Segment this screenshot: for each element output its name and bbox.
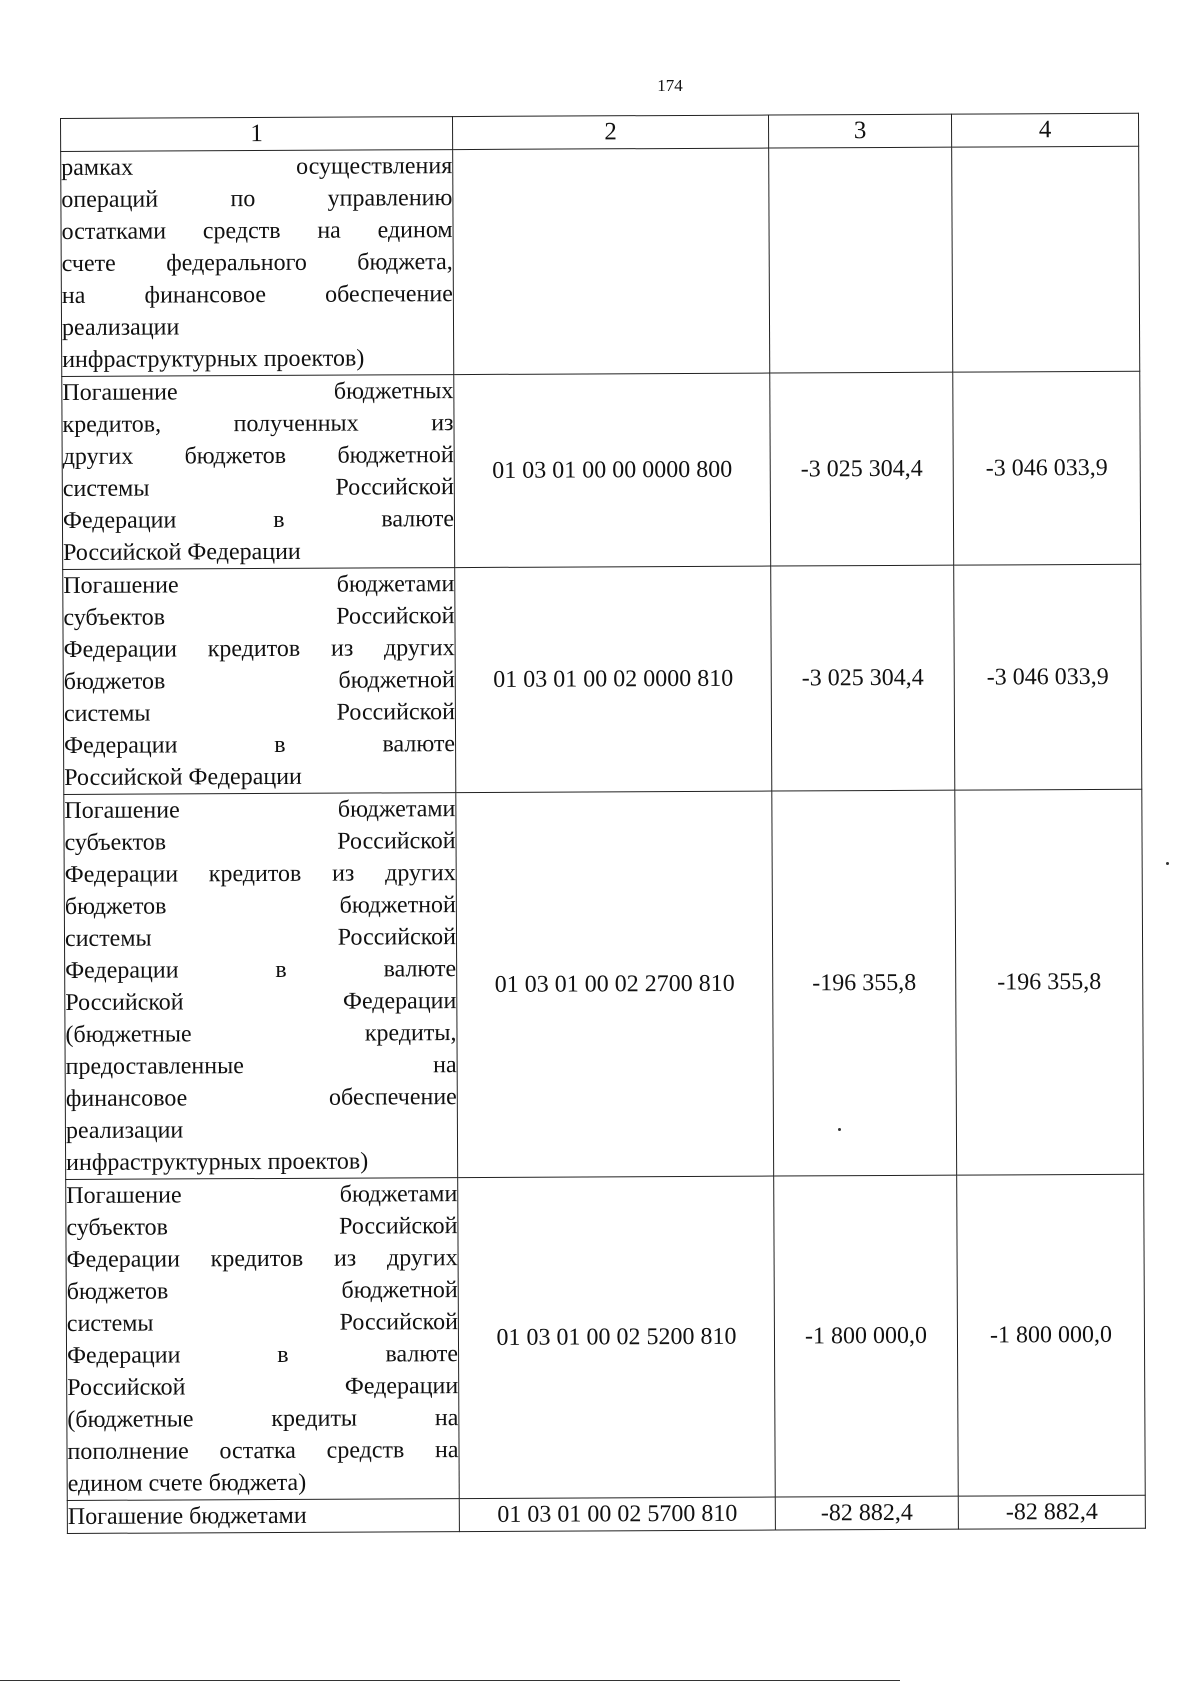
description-line: реализации	[65, 1117, 184, 1144]
description-line: Погашение бюджетами	[67, 1502, 307, 1530]
budget-code: 01 03 01 00 00 0000 800	[454, 373, 771, 568]
value-column-4: -82 882,4	[958, 1495, 1145, 1529]
description-line: системы Российской	[62, 474, 454, 502]
value-column-3: -196 355,8	[772, 790, 957, 1176]
description-line: бюджетов бюджетной	[66, 1277, 458, 1305]
table-body	[61, 146, 1146, 1533]
budget-code: 01 03 01 00 02 5700 810	[459, 1497, 775, 1532]
value-column-3	[769, 147, 953, 373]
description-line: системы Российской	[66, 1309, 458, 1337]
row-description	[64, 793, 458, 1180]
description-line: бюджетов бюджетной	[63, 667, 455, 695]
description-line: Российской Федерации	[65, 988, 457, 1016]
value-column-3: -3 025 304,4	[771, 565, 955, 791]
budget-table	[60, 113, 1146, 1534]
value-column-4: -196 355,8	[955, 789, 1144, 1175]
document-sheet	[60, 113, 1146, 1534]
budget-code: 01 03 01 00 02 0000 810	[455, 566, 772, 793]
row-description	[61, 150, 454, 377]
table-row	[67, 1495, 1145, 1533]
description-line: на финансовое обеспечение	[61, 281, 453, 309]
description-line: кредитов, полученных из	[62, 410, 454, 438]
table-header-row	[61, 113, 1139, 151]
description-line: Федерации кредитов из других	[63, 635, 455, 663]
description-line: инфраструктурных проектов)	[66, 1148, 369, 1176]
description-line: Федерации в валюте	[62, 506, 455, 534]
description-line: Погашение бюджетами	[66, 1181, 458, 1209]
column-header-1: 1	[61, 117, 453, 152]
description-line: счете федерального бюджета,	[61, 249, 453, 277]
description-line: предоставленные на	[65, 1052, 457, 1080]
scan-speck	[1166, 862, 1169, 865]
value-column-4: -3 046 033,9	[954, 564, 1142, 790]
column-header-4: 4	[951, 113, 1138, 147]
table-row	[63, 564, 1142, 794]
scan-speck	[838, 1128, 841, 1131]
row-description	[67, 1499, 459, 1534]
description-line: других бюджетов бюджетной	[62, 442, 454, 470]
description-line: Федерации в валюте	[66, 1341, 459, 1369]
description-line: (бюджетные кредиты на	[67, 1405, 459, 1433]
description-line: едином счете бюджета)	[67, 1469, 307, 1497]
column-header-2: 2	[452, 115, 768, 150]
budget-code: 01 03 01 00 02 5200 810	[458, 1176, 776, 1499]
description-line: финансовое обеспечение	[65, 1084, 457, 1112]
description-line: Российской Федерации	[63, 538, 301, 566]
value-column-4: -3 046 033,9	[953, 371, 1141, 565]
page-number: 174	[657, 76, 683, 95]
value-column-3: -82 882,4	[775, 1496, 958, 1530]
description-line: остатками средств на едином	[61, 217, 453, 245]
table-row	[61, 146, 1140, 376]
description-line: (бюджетные кредиты,	[65, 1020, 457, 1048]
description-line: Федерации в валюте	[64, 731, 456, 759]
description-line: субъектов Российской	[64, 828, 456, 856]
description-line: операций по управлению	[61, 185, 453, 213]
budget-code	[453, 148, 770, 375]
description-line: Федерации кредитов из других	[64, 860, 456, 888]
description-line: рамках осуществления	[61, 153, 453, 181]
description-line: пополнение остатка средств на	[67, 1437, 459, 1465]
row-description	[63, 568, 456, 795]
description-line: инфраструктурных проектов)	[62, 345, 365, 373]
description-line: Федерации кредитов из других	[66, 1245, 458, 1273]
description-line: Российской Федерации	[64, 763, 302, 791]
description-line: реализации	[61, 314, 180, 341]
value-column-3: -1 800 000,0	[774, 1175, 959, 1497]
table-row	[64, 789, 1144, 1179]
description-line: системы Российской	[63, 699, 455, 727]
description-line: Погашение бюджетами	[64, 796, 456, 824]
row-description	[62, 375, 455, 570]
description-line: Погашение бюджетами	[63, 571, 455, 599]
value-column-4	[952, 146, 1140, 372]
description-line: бюджетов бюджетной	[64, 892, 456, 920]
column-header-3: 3	[768, 114, 951, 148]
value-column-3: -3 025 304,4	[770, 372, 954, 566]
description-line: Федерации в валюте	[65, 956, 457, 984]
description-line: системы Российской	[64, 924, 457, 952]
budget-code: 01 03 01 00 02 2700 810	[456, 791, 774, 1178]
description-line: субъектов Российской	[63, 603, 455, 631]
row-description	[66, 1178, 460, 1501]
page-bottom-rule	[0, 1680, 900, 1681]
table-row	[62, 371, 1141, 569]
value-column-4: -1 800 000,0	[957, 1174, 1146, 1496]
table-row	[66, 1174, 1146, 1500]
description-line: Российской Федерации	[67, 1373, 459, 1401]
description-line: субъектов Российской	[66, 1213, 458, 1241]
description-line: Погашение бюджетных	[62, 378, 454, 406]
